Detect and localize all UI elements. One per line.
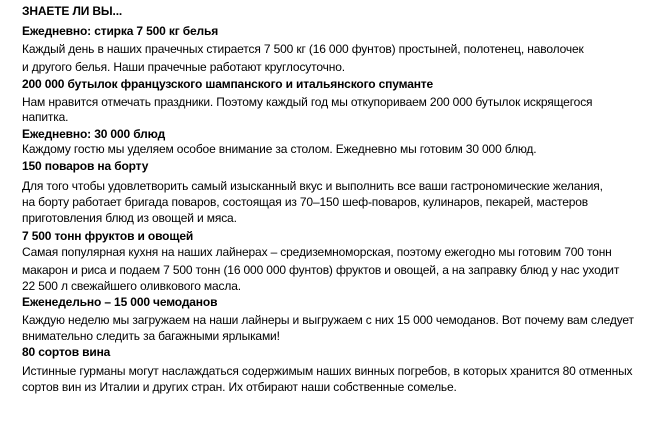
paragraph-line: Каждому гостю мы уделяем особое внимание за столом. Ежедневно мы готовим 30 000 блюд. [22,142,537,156]
section-heading: 150 поваров на борту [22,159,149,173]
section-heading: Ежедневно: 30 000 блюд [22,127,166,141]
paragraph-line: напитка. [22,110,69,124]
paragraph-line: Нам нравится отмечать праздники. Поэтому каждый год мы откупориваем 200 000 бутылок искрящегося [22,95,593,109]
paragraph-line: Для того чтобы удовлетворить самый изысканный вкус и выполнить все ваши гастрономические желания, [22,179,603,193]
paragraph-line: сортов вин из Италии и других стран. Их отбирают наши собственные сомелье. [22,380,457,394]
section-heading: 7 500 тонн фруктов и овощей [22,229,194,243]
paragraph-line: приготовления блюд из овощей и мяса. [22,211,237,225]
paragraph-line: внимательно следить за багажными ярлыками! [22,329,280,343]
paragraph-line: Каждую неделю мы загружаем на наши лайнеры и выгружаем с них 15 000 чемоданов. Вот почему вам следует [22,313,634,327]
paragraph-line: и другого белья. Наши прачечные работают круглосуточно. [22,60,345,74]
section-heading: 80 сортов вина [22,345,111,359]
paragraph-line: Каждый день в наших прачечных стирается 7 500 кг (16 000 фунтов) простыней, полотенец, наволочек [22,42,584,56]
paragraph-line: 22 500 л свежайшего оливкового масла. [22,279,241,293]
section-heading: Ежедневно: стирка 7 500 кг белья [22,24,219,38]
paragraph-line: Истинные гурманы могут наслаждаться содержимым наших винных погребов, в которых хранится 80 отменных [22,364,633,378]
section-heading: 200 000 бутылок французского шампанского и итальянского спуманте [22,77,434,91]
paragraph-line: на борту работает бригада поваров, состоящая из 70–150 шеф-поваров, кулинаров, пекарей, мастеров [22,195,589,209]
paragraph-line: Самая популярная кухня на наших лайнерах – средиземноморская, поэтому ежегодно мы готовим 700 тонн [22,245,612,259]
section-heading: Еженедельно – 15 000 чемоданов [22,295,218,309]
page-title: ЗНАЕТЕ ЛИ ВЫ... [22,4,123,18]
paragraph-line: макарон и риса и подаем 7 500 тонн (16 000 000 фунтов) фруктов и овощей, а на заправку блюд у нас уходит [22,263,620,277]
